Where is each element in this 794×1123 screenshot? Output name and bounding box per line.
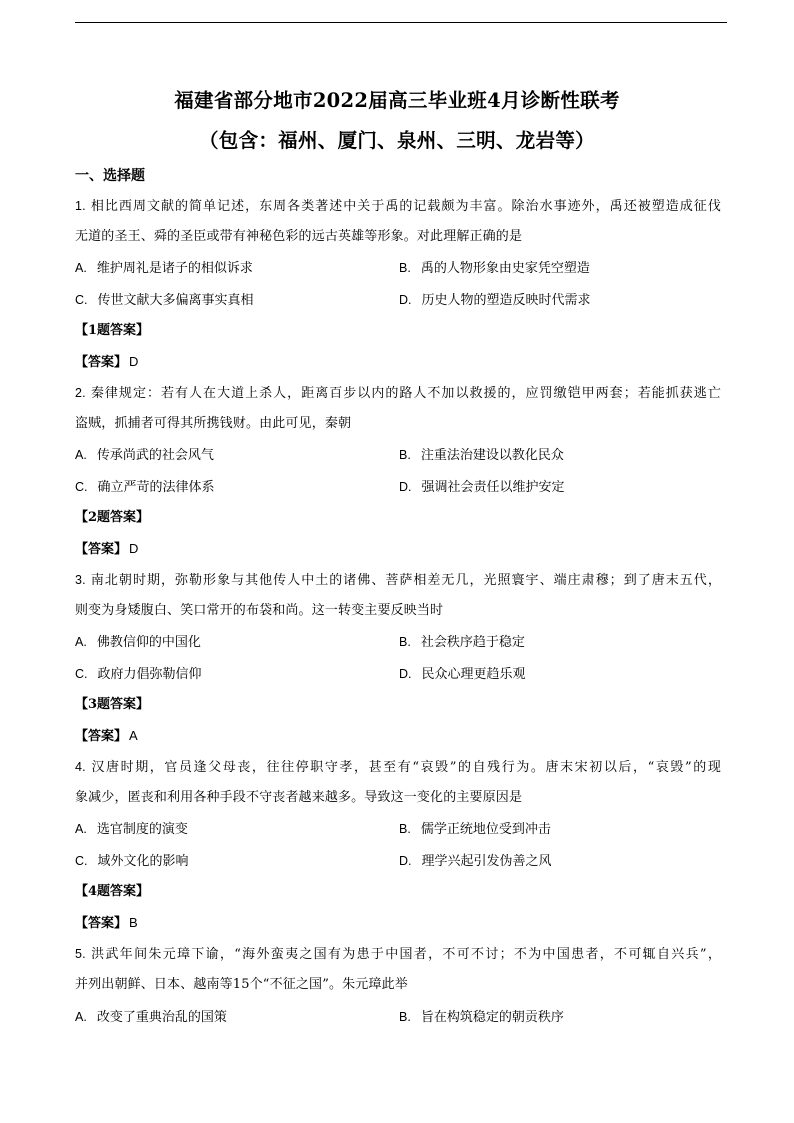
question-1-option-b: B. 禹的人物形象由史家凭空塑造 — [399, 261, 590, 276]
question-4-option-b: B. 儒学正统地位受到冲击 — [399, 822, 551, 837]
question-4-answer-heading: 【4题答案】 — [75, 884, 150, 899]
question-4-option-a: A. 选官制度的演变 — [75, 822, 188, 837]
question-4-option-c: C. 域外文化的影响 — [75, 854, 189, 869]
question-2-option-b: B. 注重法治建设以教化民众 — [399, 448, 564, 463]
question-5-stem-line-1: 5. 洪武年间朱元璋下谕，“海外蛮夷之国有为患于中国者，不可不讨；不为中国患者，不可辄自兴兵”， — [75, 947, 721, 962]
question-3-answer: 【答案】 A — [75, 728, 138, 744]
question-2-option-c: C. 确立严苛的法律体系 — [75, 480, 215, 495]
question-2-option-d: D. 强调社会责任以维护安定 — [399, 480, 565, 495]
question-5-option-a: A. 改变了重典治乱的国策 — [75, 1010, 227, 1025]
question-2-answer: 【答案】 D — [75, 541, 139, 557]
question-2-stem-line-1: 2. 秦律规定：若有人在大道上杀人，距离百步以内的路人不加以救援的，应罚缴铠甲两套；若能抓获逃亡 — [75, 386, 721, 401]
question-4-answer: 【答案】 B — [75, 915, 138, 931]
question-1-stem-line-1: 1. 相比西周文献的简单记述，东周各类著述中关于禹的记载颇为丰富。除治水事迹外，禹还被塑造成征伐 — [75, 199, 721, 214]
section-heading: 一、选择题 — [75, 168, 145, 184]
document-subtitle: （包含：福州、厦门、泉州、三明、龙岩等） — [198, 129, 595, 152]
question-4-stem-line-2: 象减少，匿丧和利用各种手段不守丧者越来越多。导致这一变化的主要原因是 — [75, 790, 523, 805]
question-3-stem-line-2: 则变为身矮腹白、笑口常开的布袋和尚。这一转变主要反映当时 — [75, 603, 444, 618]
question-3-option-d: D. 民众心理更趋乐观 — [399, 667, 526, 682]
question-3-option-b: B. 社会秩序趋于稳定 — [399, 635, 525, 650]
question-2-stem-line-2: 盗贼，抓捕者可得其所携钱财。由此可见，秦朝 — [75, 416, 352, 431]
question-2-answer-heading: 【2题答案】 — [75, 510, 150, 525]
question-3-stem-line-1: 3. 南北朝时期，弥勒形象与其他传人中土的诸佛、菩萨相差无几，光照寰宇、端庄肃穆；到了唐末五代， — [75, 573, 721, 588]
question-3-option-a: A. 佛教信仰的中国化 — [75, 635, 201, 650]
question-1-option-a: A. 维护周礼是诸子的相似诉求 — [75, 261, 253, 276]
header-rule — [75, 22, 727, 23]
question-1-answer-heading: 【1题答案】 — [75, 323, 150, 338]
question-3-answer-heading: 【3题答案】 — [75, 697, 150, 712]
document-title: 福建省部分地市2022届高三毕业班4月诊断性联考 — [174, 89, 620, 112]
question-3-option-c: C. 政府力倡弥勒信仰 — [75, 667, 202, 682]
question-4-option-d: D. 理学兴起引发伪善之风 — [399, 854, 552, 869]
question-1-option-c: C. 传世文献大多偏离事实真相 — [75, 293, 254, 308]
question-2-option-a: A. 传承尚武的社会风气 — [75, 448, 214, 463]
question-5-stem-line-2: 并列出朝鲜、日本、越南等15个“不征之国”。朱元璋此举 — [75, 977, 408, 992]
question-1-answer: 【答案】 D — [75, 354, 139, 370]
question-1-option-d: D. 历史人物的塑造反映时代需求 — [399, 293, 591, 308]
question-1-stem-line-2: 无道的圣王、舜的圣臣或带有神秘色彩的远古英雄等形象。对此理解正确的是 — [75, 229, 523, 244]
question-4-stem-line-1: 4. 汉唐时期，官员逢父母丧，往往停职守孝，甚至有“哀毁”的自残行为。唐末宋初以后，“哀毁”的现 — [75, 760, 721, 775]
question-5-option-b: B. 旨在构筑稳定的朝贡秩序 — [399, 1010, 564, 1025]
